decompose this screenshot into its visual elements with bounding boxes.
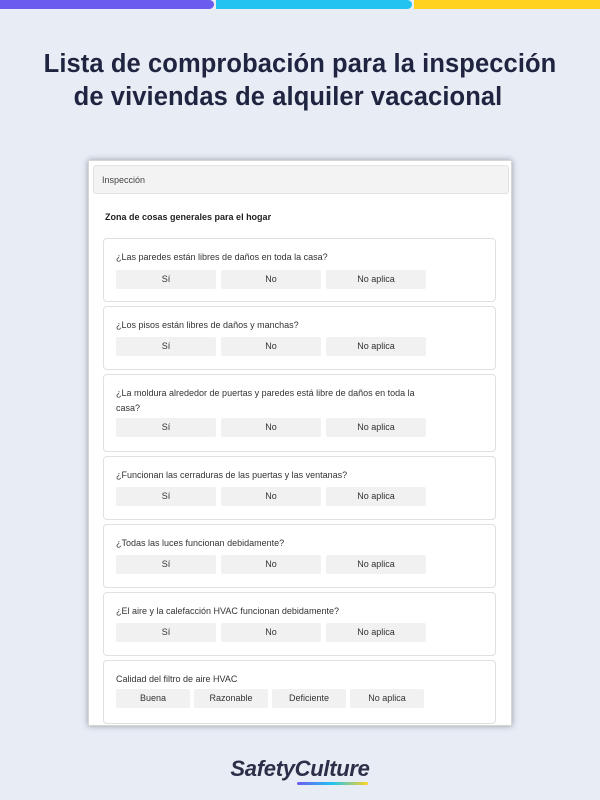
question-card-molding: [103, 374, 496, 452]
question-text: Calidad del filtro de aire HVAC: [116, 674, 238, 684]
answer-no-button[interactable]: No: [221, 270, 321, 289]
question-text: ¿Las paredes están libres de daños en toda la casa?: [116, 252, 328, 262]
top-accent-bar: [0, 0, 600, 9]
answer-no-aplica-button[interactable]: No aplica: [326, 487, 426, 506]
question-card-walls: [103, 238, 496, 302]
answer-options: [116, 337, 426, 356]
inspection-form-screenshot: [88, 160, 512, 726]
answer-si-button[interactable]: Sí: [116, 487, 216, 506]
answer-no-button[interactable]: No: [221, 337, 321, 356]
page-title-line-2: de viviendas de alquiler vacacional: [73, 83, 503, 111]
form-header: Inspección: [93, 165, 509, 194]
answer-no-button[interactable]: No: [221, 487, 321, 506]
brand-logo-part-1: Safety: [230, 756, 295, 781]
answer-razonable-button[interactable]: Razonable: [194, 689, 268, 708]
brand-logo-part-2: Culture: [294, 756, 370, 781]
question-text: ¿Todas las luces funcionan debidamente?: [116, 538, 285, 548]
answer-options: [116, 555, 426, 574]
answer-no-aplica-button[interactable]: No aplica: [326, 623, 426, 642]
question-text: ¿Los pisos están libres de daños y manchas?: [116, 320, 299, 330]
answer-deficiente-button[interactable]: Deficiente: [272, 689, 346, 708]
section-title: Zona de cosas generales para el hogar: [105, 212, 272, 222]
answer-si-button[interactable]: Sí: [116, 270, 216, 289]
answer-options: [116, 623, 426, 642]
answer-no-button[interactable]: No: [221, 418, 321, 437]
question-card-floors: [103, 306, 496, 370]
question-text: ¿La moldura alrededor de puertas y paredes está libre de daños en toda la casa?: [116, 388, 415, 413]
accent-segment-yellow: [414, 0, 600, 9]
answer-options: [116, 270, 426, 289]
answer-options: [116, 487, 426, 506]
answer-si-button[interactable]: Sí: [116, 418, 216, 437]
answer-no-aplica-button[interactable]: No aplica: [326, 555, 426, 574]
answer-options: [116, 418, 426, 437]
answer-si-button[interactable]: Sí: [116, 555, 216, 574]
answer-si-button[interactable]: Sí: [116, 337, 216, 356]
answer-no-aplica-button[interactable]: No aplica: [326, 337, 426, 356]
answer-no-aplica-button[interactable]: No aplica: [326, 418, 426, 437]
accent-segment-purple: [0, 0, 214, 9]
page-title: [0, 48, 600, 114]
answer-no-aplica-button[interactable]: No aplica: [326, 270, 426, 289]
question-card-locks: [103, 456, 496, 520]
answer-no-aplica-button[interactable]: No aplica: [350, 689, 424, 708]
question-text: ¿El aire y la calefacción HVAC funcionan debidamente?: [116, 606, 339, 616]
answer-buena-button[interactable]: Buena: [116, 689, 190, 708]
page-title-line-1: Lista de comprobación para la inspección: [43, 50, 557, 78]
question-card-lights: [103, 524, 496, 588]
answer-no-button[interactable]: No: [221, 623, 321, 642]
answer-si-button[interactable]: Sí: [116, 623, 216, 642]
answer-no-button[interactable]: No: [221, 555, 321, 574]
brand-logo: [0, 756, 600, 782]
accent-segment-blue: [216, 0, 412, 9]
question-card-hvac-filter: [103, 660, 496, 724]
question-text: ¿Funcionan las cerraduras de las puertas y las ventanas?: [116, 470, 348, 480]
answer-options: [116, 689, 424, 708]
question-card-hvac: [103, 592, 496, 656]
